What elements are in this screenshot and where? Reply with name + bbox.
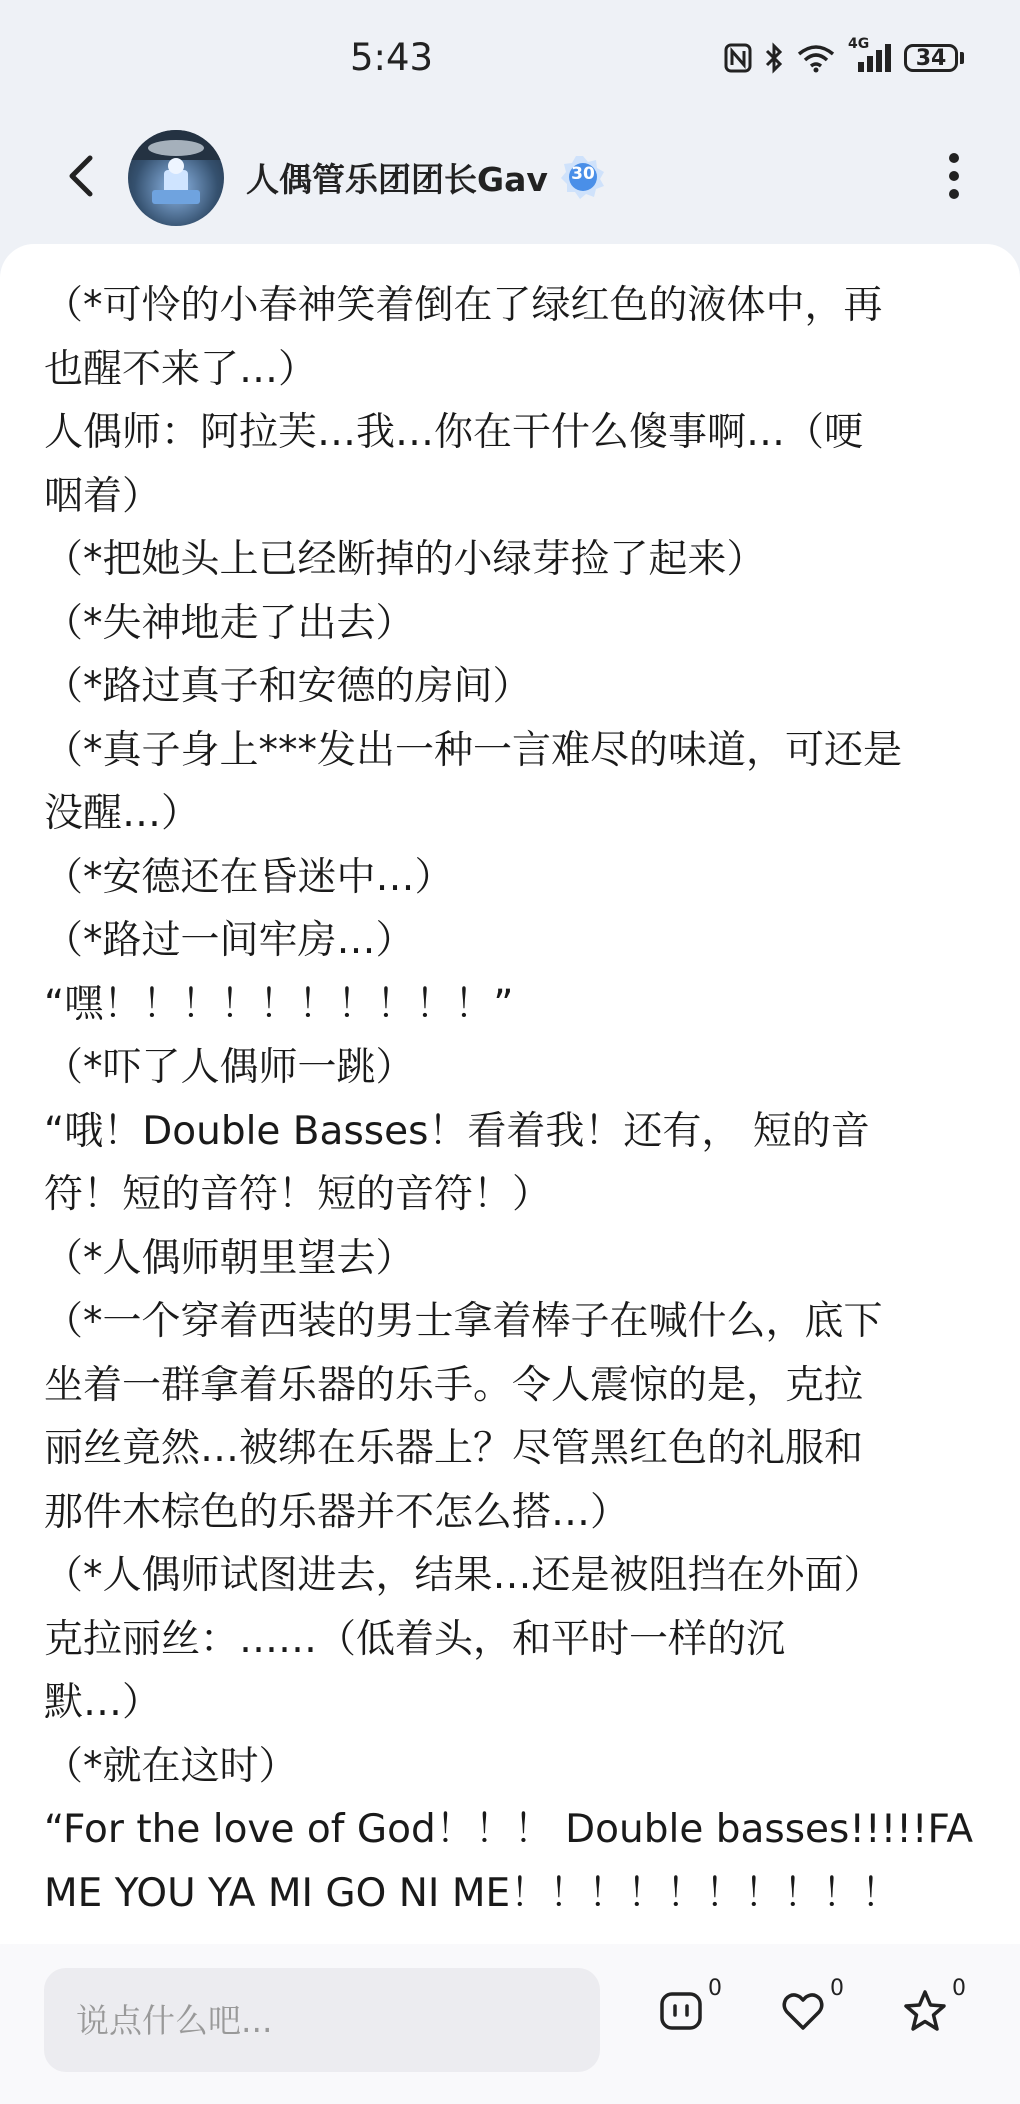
- network-type: 4G: [848, 36, 870, 52]
- post-text-line: 符！短的音符！短的音符！）: [44, 1172, 552, 1217]
- post-text-line: （*路过真子和安德的房间）: [44, 664, 532, 709]
- like-button[interactable]: [780, 1976, 844, 2034]
- post-text-line: 人偶师：阿拉芙…我…你在干什么傻事啊…（哽: [44, 410, 864, 455]
- more-options-button[interactable]: [934, 148, 974, 204]
- post-text-line: （*真子身上***发出一种一言难尽的味道，可还是: [44, 727, 903, 773]
- cellular-signal: [848, 36, 892, 74]
- author-avatar[interactable]: [128, 130, 224, 226]
- more-vertical-icon: [934, 148, 974, 204]
- post-text-line: 坐着一群拿着乐器的乐手。令人震惊的是，克拉: [44, 1362, 864, 1408]
- author-name[interactable]: 人偶管乐团团长Gav: [246, 160, 548, 199]
- post-text-line: 克拉丽丝：……（低着头，和平时一样的沉: [44, 1616, 786, 1662]
- chevron-left-icon: [56, 146, 106, 206]
- post-text-line: （*人偶师试图进去，结果…还是被阻挡在外面）: [44, 1553, 883, 1598]
- comment-count: 0: [708, 1976, 722, 2001]
- level-number: 30: [571, 164, 595, 184]
- favorite-count: 0: [952, 1976, 966, 2001]
- post-text-line: “嘿！！！！！！！！！！”: [44, 981, 514, 1027]
- battery-icon: [904, 44, 964, 72]
- post-text-line: 默…）: [44, 1680, 162, 1725]
- favorite-button[interactable]: [902, 1976, 966, 2034]
- post-text-line: ME YOU YA MI GO NI ME！！！！！！！！！！: [44, 1870, 901, 1916]
- nfc-icon: [724, 43, 752, 73]
- battery-tip: [960, 52, 964, 64]
- star-icon: [902, 1988, 948, 2034]
- post-text-line: 咽着）: [44, 473, 162, 519]
- comment-input[interactable]: [44, 1968, 600, 2072]
- post-text-line: （*一个穿着西装的男士拿着棒子在喊什么，底下: [44, 1299, 883, 1344]
- level-badge: [560, 154, 606, 200]
- status-time: 5:43: [350, 36, 434, 79]
- post-text-line: “哦！Double Basses！看着我！还有， 短的音: [44, 1108, 870, 1154]
- post-header: [0, 120, 1020, 236]
- bottom-action-bar: [0, 1944, 1020, 2104]
- avatar-image: [128, 130, 224, 226]
- post-content-card: [0, 244, 1020, 1944]
- post-text-line: 那件木棕色的乐器并不怎么搭…）: [44, 1489, 630, 1535]
- comment-icon: [658, 1988, 704, 2034]
- status-icons: [724, 36, 964, 76]
- post-text-line: （*失神地走了出去）: [44, 600, 415, 646]
- comment-button[interactable]: [658, 1976, 722, 2034]
- bluetooth-icon: [764, 42, 784, 74]
- post-text-line: 没醒…）: [44, 791, 201, 836]
- battery-level: 34: [904, 44, 958, 72]
- post-text-line: （*吓了人偶师一跳）: [44, 1045, 415, 1090]
- status-bar: [0, 0, 1020, 120]
- post-text-line: （*安德还在昏迷中…）: [44, 854, 454, 900]
- wifi-icon: [796, 43, 836, 73]
- post-text-line: （*可怜的小春神笑着倒在了绿红色的液体中，再: [44, 283, 883, 328]
- post-text-line: “For the love of God！！！ Double basses!!!!!FA: [44, 1807, 974, 1852]
- post-text-line: （*把她头上已经断掉的小绿芽捡了起来）: [44, 537, 766, 582]
- post-text-line: （*就在这时）: [44, 1743, 298, 1789]
- signal-icon: [848, 42, 892, 74]
- post-text-line: （*路过一间牢房…）: [44, 918, 415, 963]
- post-body: [44, 274, 984, 1925]
- heart-icon: [780, 1988, 826, 2034]
- post-text-line: 也醒不来了…）: [44, 346, 318, 392]
- post-text-line: （*人偶师朝里望去）: [44, 1235, 415, 1281]
- like-count: 0: [830, 1976, 844, 2001]
- post-text-line: 丽丝竟然…被绑在乐器上？尽管黑红色的礼服和: [44, 1426, 864, 1471]
- back-button[interactable]: [56, 146, 106, 206]
